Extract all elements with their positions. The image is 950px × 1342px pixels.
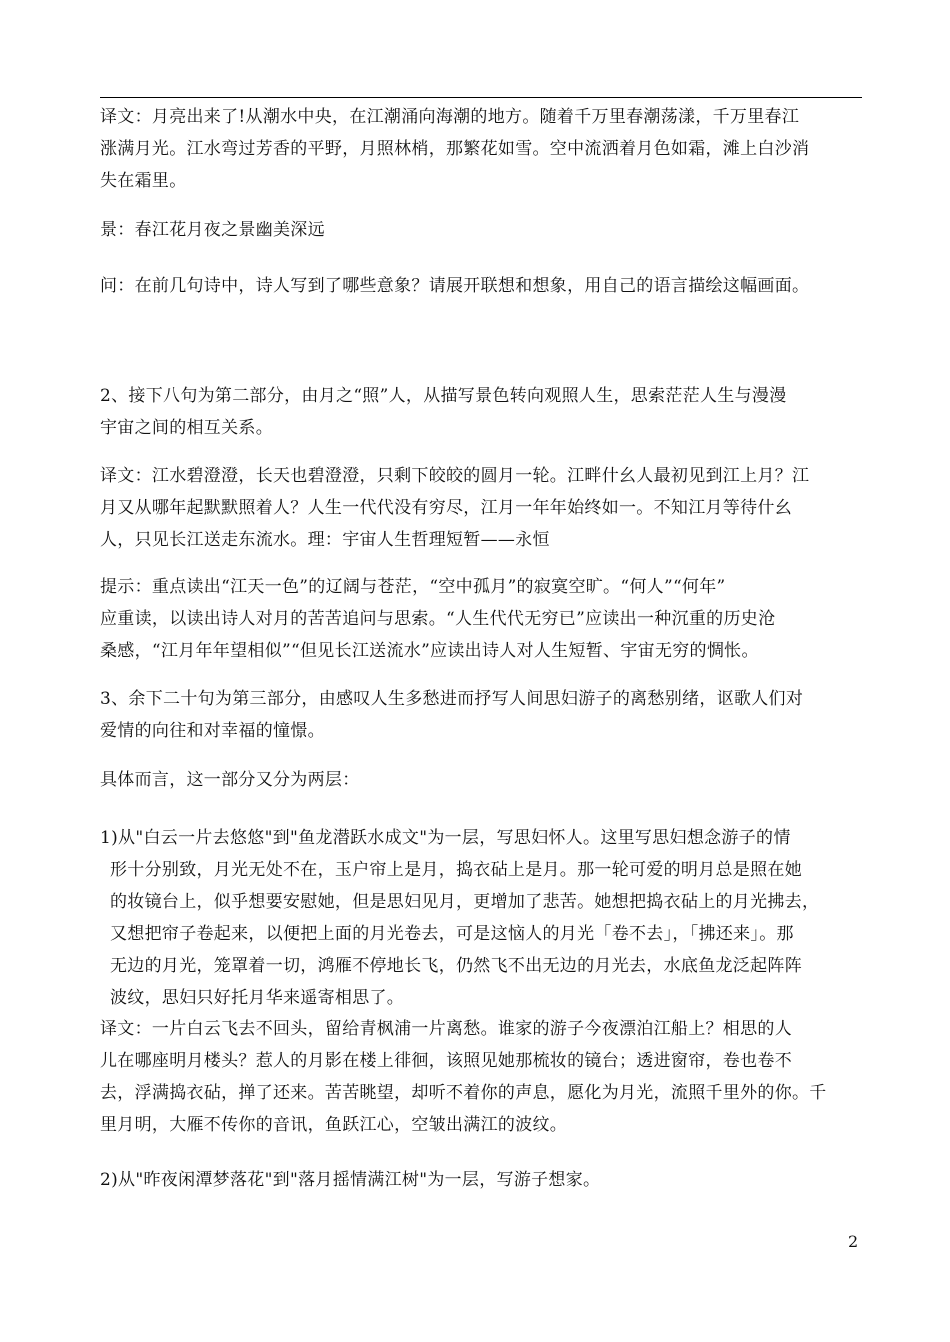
page-number: 2 [848,1232,859,1251]
text-line: 提示：重点读出“江天一色”的辽阔与苍茫，“空中孤月”的寂寞空旷。“何人”“何年” [100,577,726,597]
text-line: 具体而言，这一部分又分为两层： [100,770,360,790]
text-line: 问：在前几句诗中，诗人写到了哪些意象？请展开联想和想象，用自己的语言描绘这幅画面。 [100,276,810,296]
text-line: 译文：一片白云飞去不回头，留给青枫浦一片离愁。谁家的游子今夜漂泊江船上？相思的人 [100,1019,792,1039]
text-line: 波纹，思妇只好托月华来遥寄相思了。 [110,988,405,1008]
text-line: 涨满月光。江水弯过芳香的平野，月照林梢，那繁花如雪。空中流洒着月色如霜，滩上白沙消 [100,139,810,159]
translation-paragraph-3 [100,1013,870,1141]
text-line: 儿在哪座明月楼头？惹人的月影在楼上徘徊，该照见她那梳妆的镜台；透进窗帘，卷也卷不 [100,1051,792,1071]
text-line: 3、余下二十句为第三部分，由感叹人生多愁进而抒写人间思妇游子的离愁别绪，讴歌人们对 [100,689,804,709]
translation-paragraph-2 [100,460,870,556]
text-line: 形十分别致，月光无处不在，玉户帘上是月，捣衣砧上是月。那一轮可爱的明月总是照在她 [110,860,802,880]
specifics-line [100,764,870,796]
part3-paragraph [100,683,870,747]
header-rule [100,97,862,98]
text-line: 月又从哪年起默默照着人？人生一代代没有穷尽，江月一年年始终如一。不知江月等待什幺 [100,498,792,518]
text-line: 人，只见长江送走东流水。理：宇宙人生哲理短暂——永恒 [100,530,550,550]
text-line: 桑感，“江月年年望相似”“但见长江送流水”应读出诗人对人生短暂、宇宙无穷的惆怅。 [100,641,759,661]
text-line: 2)从"昨夜闲潭梦落花"到"落月摇情满江树"为一层，写游子想家。 [100,1170,601,1190]
text-line: 1)从"白云一片去悠悠"到"鱼龙潜跃水成文"为一层，写思妇怀人。这里写思妇想念游子的情 [100,828,791,848]
text-line: 2、接下八句为第二部分，由月之“照”人，从描写景色转向观照人生，思索茫茫人生与漫漫 [100,386,787,406]
translation-paragraph-1 [100,101,870,197]
text-line: 无边的月光，笼罩着一切，鸿雁不停地长飞，仍然飞不出无边的月光去，水底鱼龙泛起阵阵 [110,956,802,976]
question-line [100,270,870,302]
scene-line [100,214,870,246]
layer1-paragraph [100,822,870,1014]
text-line: 又想把帘子卷起来，以便把上面的月光卷去，可是这恼人的月光「卷不去」，「拂还来」。那 [110,924,794,944]
text-line: 爱情的向往和对幸福的憧憬。 [100,721,325,741]
text-line: 去，浮满捣衣砧，掸了还来。苦苦眺望，却听不着你的声息，愿化为月光，流照千里外的你。千 [100,1083,827,1103]
text-line: 失在霜里。 [100,171,187,191]
hint-paragraph [100,571,870,667]
layer2-line [100,1164,870,1196]
text-line: 译文：江水碧澄澄，长天也碧澄澄，只剩下皎皎的圆月一轮。江畔什幺人最初见到江上月？江 [100,466,810,486]
text-line: 的妆镜台上，似乎想要安慰她，但是思妇见月，更增加了悲苦。她想把捣衣砧上的月光拂去， [110,892,820,912]
text-line: 译文：月亮出来了!从潮水中央，在江潮涌向海潮的地方。随着千万里春潮荡漾，千万里春江 [100,107,800,127]
text-line: 宇宙之间的相互关系。 [100,418,273,438]
text-line: 应重读，以读出诗人对月的苦苦追问与思索。“人生代代无穷已”应读出一种沉重的历史沧 [100,609,776,629]
text-line: 景：春江花月夜之景幽美深远 [100,220,325,240]
text-line: 里月明，大雁不传你的音讯，鱼跃江心，空皱出满江的波纹。 [100,1115,568,1135]
part2-paragraph [100,380,870,444]
